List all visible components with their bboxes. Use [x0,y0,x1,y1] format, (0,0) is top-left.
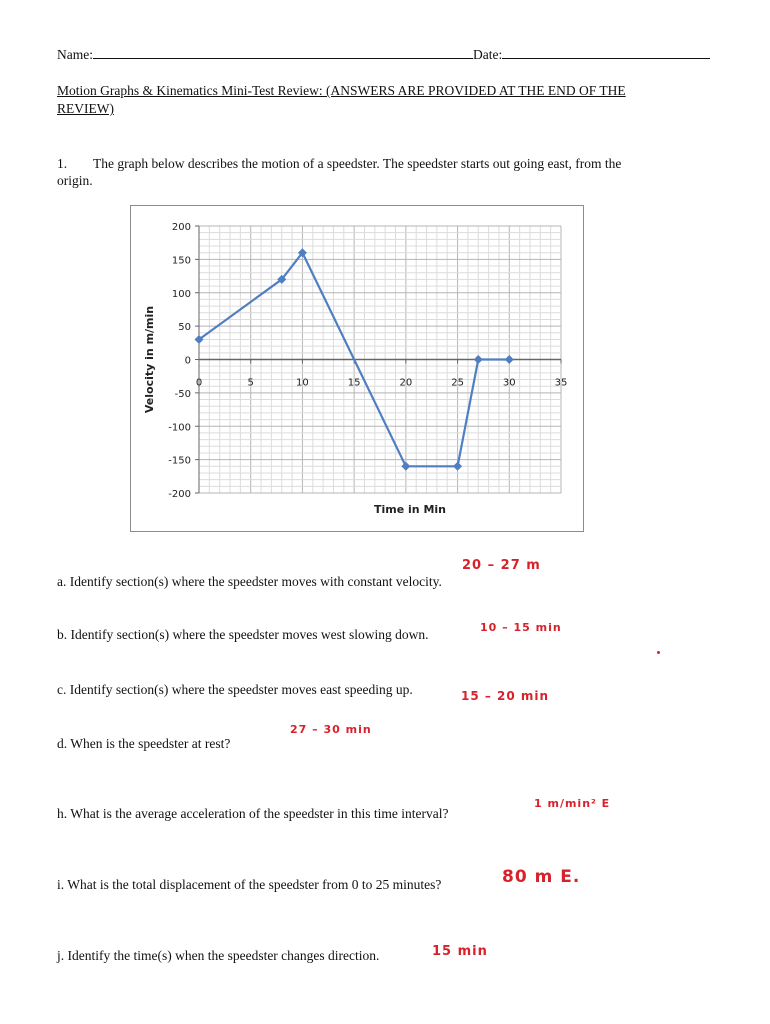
page-title-line2: REVIEW) [57,101,114,116]
y-tick-label: -100 [168,422,191,434]
y-tick-label: -200 [168,489,191,500]
answer-c: 15 – 20 min [461,689,550,703]
x-tick-label: 25 [451,377,464,389]
name-label: Name: Date: [57,46,710,63]
x-tick-label: 30 [502,377,516,389]
question-1-text-line2: origin. [57,173,93,188]
x-tick-label: 0 [195,377,203,389]
question-b: b. Identify section(s) where the speedster moves west slowing down. [57,627,429,642]
question-h: h. What is the average acceleration of the speedster in this time interval? [57,806,449,821]
chart-svg [131,206,583,531]
data-point-marker [401,462,410,471]
y-tick-label: -50 [174,388,191,400]
y-tick-label: 50 [178,322,191,334]
y-tick-label: -150 [168,455,191,467]
answer-h: 1 m/min² E [534,797,611,810]
answer-i: 80 m E. [502,867,581,887]
question-i: i. What is the total displacement of the speedster from 0 to 25 minutes? [57,877,442,892]
velocity-time-chart [130,205,584,532]
x-tick-label: 5 [247,377,254,389]
question-1-number: 1. [57,156,68,171]
question-1-text-line1: The graph below describes the motion of a speedster. The speedster starts out going east, from the [93,156,622,171]
name-blank[interactable] [93,46,473,59]
question-a: a. Identify section(s) where the speedster moves with constant velocity. [57,574,442,589]
x-tick-label: 35 [554,377,568,389]
x-tick-label: 20 [399,377,413,389]
page-title-line1: Motion Graphs & Kinematics Mini-Test Review: (ANSWERS ARE PROVIDED AT THE END OF THE [57,83,626,98]
date-blank[interactable] [502,46,710,59]
question-c: c. Identify section(s) where the speedster moves east speeding up. [57,682,413,697]
y-tick-label: 0 [184,355,191,367]
data-point-marker [474,355,483,364]
answer-b: 10 – 15 min [480,621,562,634]
y-tick-label: 200 [171,222,191,233]
x-tick-label: 15 [347,377,361,389]
answer-a: 20 – 27 m [462,558,541,573]
data-point-marker [453,462,462,471]
y-tick-label: 150 [171,255,191,267]
answer-j: 15 min [432,944,488,959]
stray-mark [657,651,660,654]
x-axis-title: Time in Min [373,503,447,516]
y-axis-title: Velocity in m/min [143,305,156,414]
answer-d: 27 – 30 min [290,723,372,736]
question-d: d. When is the speedster at rest? [57,736,231,751]
question-j: j. Identify the time(s) when the speedster changes direction. [57,948,380,963]
data-point-marker [505,355,514,364]
y-tick-label: 100 [171,288,191,300]
x-tick-label: 10 [296,377,309,389]
